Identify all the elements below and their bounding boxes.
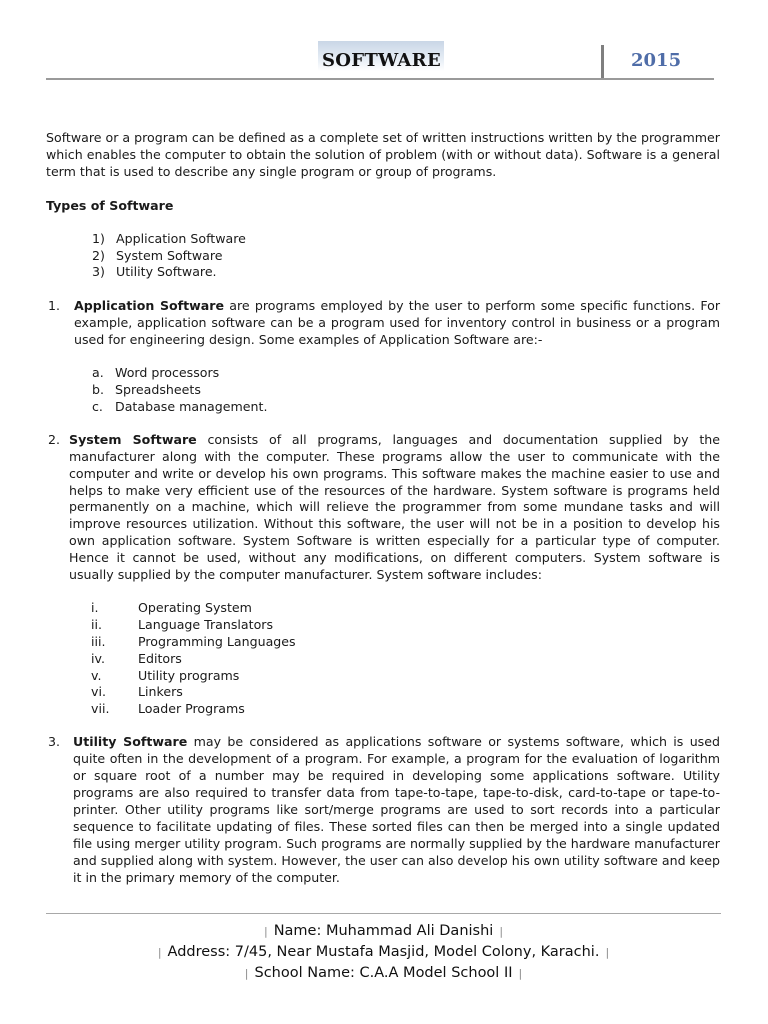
list-item — [92, 399, 720, 416]
list-item — [91, 634, 720, 651]
list-label: Database management. — [115, 398, 268, 414]
footer-separator: | — [263, 925, 268, 938]
list-number: vi. — [91, 684, 106, 700]
footer-separator: | — [499, 925, 504, 938]
section-text: consists of all programs, languages and documentation supplied by the manufacturer along with the computer. These programs allow the user to communicate with the computer and write or develop his own programs. This software makes the machine easier to use and helps to make very efficient use of the resources of the hardware. System software is programs held permanently on a machine, which will relieve the programmer from some mundane tasks and will improve resources utilization. Without this software, the user will not be in a position to develop his own application software. System Software is written especially for a particular type of computer. Hence it cannot be used, without any modifications, on different computers. System software is usually supplied by the computer manufacturer. System software includes: — [69, 431, 720, 583]
list-item — [92, 248, 720, 265]
list-label: Spreadsheets — [115, 381, 201, 397]
footer-separator: | — [605, 946, 610, 959]
list-item — [91, 701, 720, 718]
section-term: System Software — [69, 431, 197, 447]
intro-paragraph: Software or a program can be defined as a complete set of written instructions written by the programmer which enables the computer to obtain the solution of problem (with or without data). Software is a general term that is used to describe any single program or group of programs. — [46, 130, 720, 179]
list-label: System Software — [116, 247, 223, 263]
list-item — [91, 600, 720, 617]
list-label: Programming Languages — [138, 633, 296, 649]
list-label: Loader Programs — [138, 701, 245, 717]
list-number: c. — [92, 398, 103, 414]
list-item — [92, 365, 720, 382]
section-number: 1. — [48, 298, 61, 314]
footer-rule — [46, 913, 721, 914]
footer-separator: | — [157, 946, 162, 959]
section-text: may be considered as applications software or systems software, which is used quite often in the development of a program. For example, a program for the evaluation of logarithm or square root of a number may be required in developing some applications software. Utility programs are also required to transfer data from tape-to-tape, tape-to-disk, card-to-tape or tape-to-printer. Other utility programs like sort/merge programs are used to sort records into a particular sequence to facilitate updating of files. These sorted files can then be merged into a single updated file using merger utility program. Such programs are normally supplied by the hardware manufacturer and supplied along with system. However, the user can also develop his own utility software and keep it in the primary memory of the computer. — [73, 734, 720, 885]
list-number: v. — [91, 667, 102, 683]
list-number: 2) — [92, 247, 105, 263]
footer-separator: | — [518, 967, 523, 980]
section-system-software — [46, 432, 720, 719]
document-body — [46, 130, 720, 902]
section-term: Application Software — [74, 298, 225, 314]
list-item — [92, 231, 720, 248]
list-label: Utility programs — [138, 667, 240, 683]
list-item — [91, 668, 720, 685]
document-year: 2015 — [631, 50, 682, 71]
footer — [46, 921, 721, 984]
list-label: Linkers — [138, 684, 183, 700]
list-label: Editors — [138, 650, 182, 666]
system-software-list — [69, 600, 720, 718]
section-utility-software — [46, 734, 720, 886]
list-number: a. — [92, 365, 104, 381]
section-paragraph — [69, 432, 720, 584]
list-item — [92, 264, 720, 281]
list-label: Utility Software. — [116, 264, 217, 280]
list-label: Application Software — [116, 230, 246, 246]
list-number: vii. — [91, 701, 110, 717]
list-item — [91, 617, 720, 634]
list-number: 1) — [92, 230, 105, 246]
list-item — [91, 684, 720, 701]
list-number: ii. — [91, 616, 103, 632]
list-number: i. — [91, 599, 99, 615]
section-number: 3. — [48, 734, 61, 750]
footer-address-line — [46, 942, 721, 963]
document-title: SOFTWARE — [322, 50, 441, 71]
list-item — [91, 651, 720, 668]
section-paragraph — [73, 734, 720, 886]
list-number: b. — [92, 381, 104, 397]
section-term: Utility Software — [73, 734, 188, 750]
section-text: are programs employed by the user to perform some specific functions. For example, application software can be a program used for inventory control in business or a program used for engineering design. Some examples of Application Software are:- — [74, 298, 720, 348]
footer-school-line — [46, 963, 721, 984]
footer-address: Address: 7/45, Near Mustafa Masjid, Model Colony, Karachi. — [167, 944, 600, 960]
list-label: Operating System — [138, 599, 252, 615]
footer-name: Name: Muhammad Ali Danishi — [273, 923, 494, 939]
list-item — [92, 382, 720, 399]
footer-name-line — [46, 921, 721, 942]
footer-separator: | — [244, 967, 249, 980]
types-heading: Types of Software — [46, 197, 174, 213]
header-separator — [601, 45, 604, 78]
list-number: iv. — [91, 650, 105, 666]
header-rule — [46, 78, 714, 80]
section-number: 2. — [48, 431, 61, 447]
footer-school: School Name: C.A.A Model School II — [254, 965, 513, 981]
list-number: 3) — [92, 264, 105, 280]
list-number: iii. — [91, 633, 106, 649]
section-application-software — [46, 298, 720, 415]
application-examples-list — [74, 365, 720, 416]
types-list — [46, 231, 720, 282]
section-paragraph — [74, 298, 720, 349]
list-label: Language Translators — [138, 616, 274, 632]
list-label: Word processors — [115, 365, 220, 381]
